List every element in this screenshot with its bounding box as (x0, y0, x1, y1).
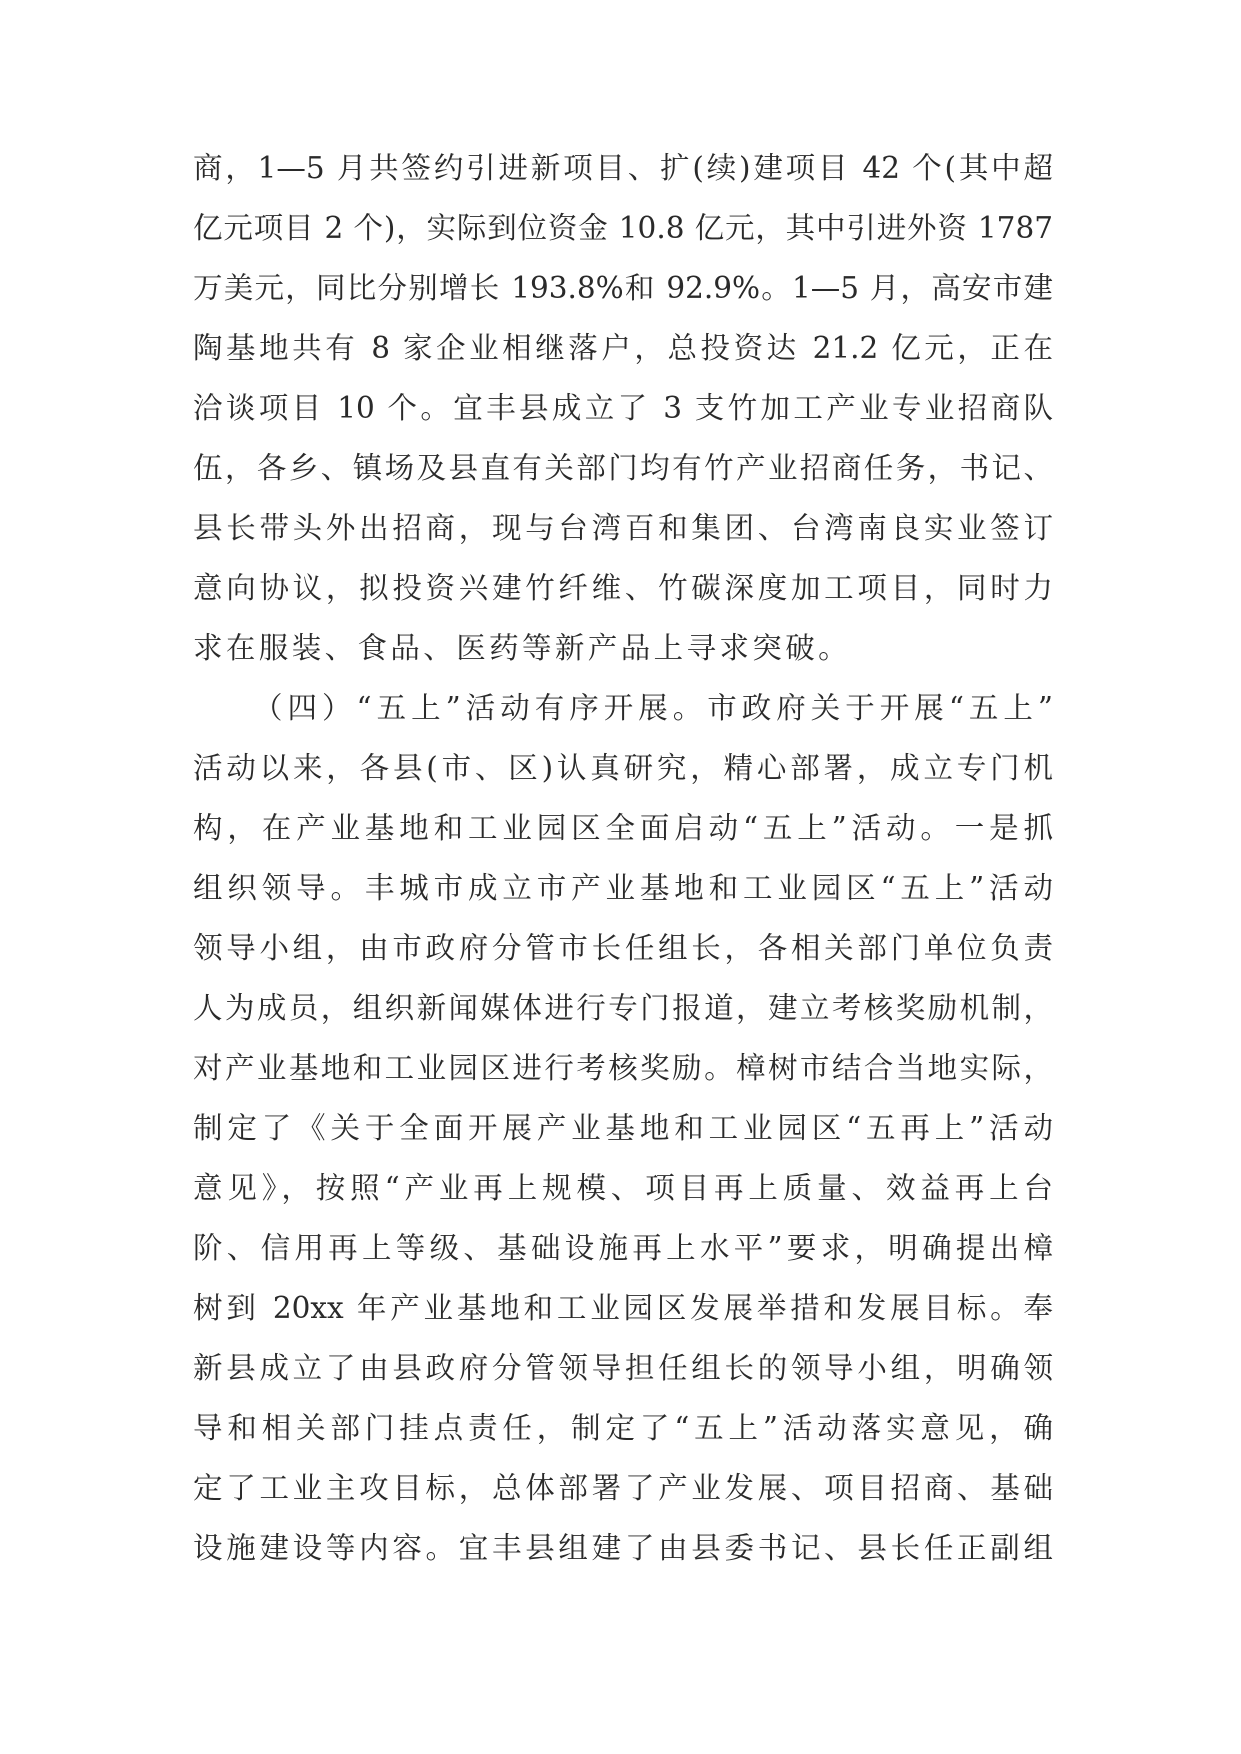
text-line: 构，在产业基地和工业园区全面启动“五上”活动。一是抓 (193, 811, 1053, 845)
text-line: 亿元项目 2 个)，实际到位资金 10.8 亿元，其中引进外资 1787 (193, 211, 1053, 245)
paragraph-1 (193, 138, 1053, 678)
text-line: 万美元，同比分别增长 193.8%和 92.9%。1—5 月，高安市建 (193, 271, 1053, 305)
text-line: 县长带头外出招商，现与台湾百和集团、台湾南良实业签订 (193, 511, 1053, 545)
text-line: 新县成立了由县政府分管领导担任组长的领导小组，明确领 (193, 1351, 1053, 1385)
text-line: 对产业基地和工业园区进行考核奖励。樟树市结合当地实际， (193, 1051, 1053, 1085)
text-line: 商，1—5 月共签约引进新项目、扩(续)建项目 42 个(其中超 (193, 151, 1053, 185)
text-line: 组织领导。丰城市成立市产业基地和工业园区“五上”活动 (193, 871, 1053, 905)
text-line: 意向协议，拟投资兴建竹纤维、竹碳深度加工项目，同时力 (193, 571, 1053, 605)
text-line: 意见》，按照“产业再上规模、项目再上质量、效益再上台 (193, 1171, 1053, 1205)
text-line: 阶、信用再上等级、基础设施再上水平”要求，明确提出樟 (193, 1231, 1053, 1265)
paragraph-2 (193, 678, 1053, 1578)
text-line: 求在服装、食品、医药等新产品上寻求突破。 (193, 631, 852, 665)
text-line: 定了工业主攻目标，总体部署了产业发展、项目招商、基础 (193, 1471, 1053, 1505)
text-line: 领导小组，由市政府分管市长任组长，各相关部门单位负责 (193, 931, 1053, 965)
text-line: 洽谈项目 10 个。宜丰县成立了 3 支竹加工产业专业招商队 (193, 391, 1053, 425)
text-line: 陶基地共有 8 家企业相继落户，总投资达 21.2 亿元，正在 (193, 331, 1053, 365)
text-line: 活动以来，各县(市、区)认真研究，精心部署，成立专门机 (193, 751, 1053, 785)
text-line: 伍，各乡、镇场及县直有关部门均有竹产业招商任务，书记、 (193, 451, 1053, 485)
text-line: （四）“五上”活动有序开展。市政府关于开展“五上” (253, 691, 1053, 725)
text-line: 人为成员，组织新闻媒体进行专门报道，建立考核奖励机制， (193, 991, 1053, 1025)
text-line: 制定了《关于全面开展产业基地和工业园区“五再上”活动 (193, 1111, 1053, 1145)
text-line: 设施建设等内容。宜丰县组建了由县委书记、县长任正副组 (193, 1531, 1053, 1565)
text-line: 树到 20xx 年产业基地和工业园区发展举措和发展目标。奉 (193, 1291, 1053, 1325)
text-line: 导和相关部门挂点责任，制定了“五上”活动落实意见，确 (193, 1411, 1053, 1445)
